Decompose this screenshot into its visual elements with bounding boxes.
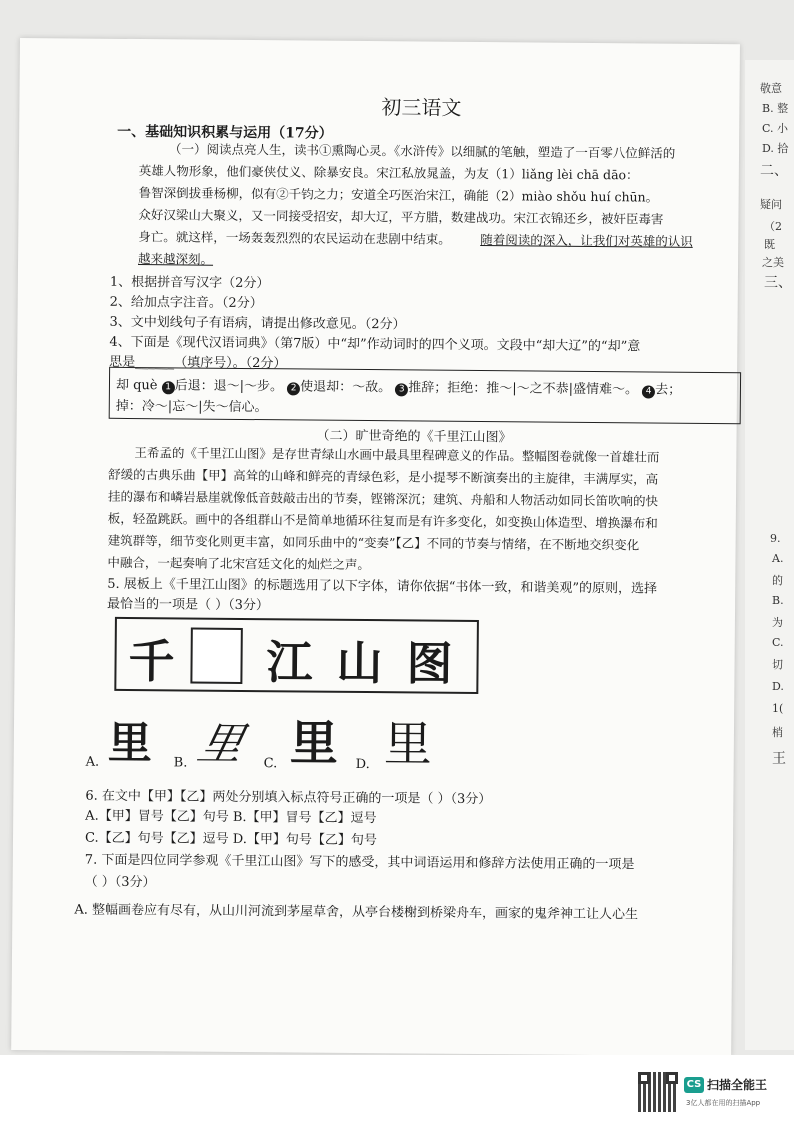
banner-char: 江 xyxy=(266,635,313,690)
side-fragment: 的 xyxy=(772,574,783,587)
question-7: 7. 下面是四位同学参观《千里江山图》写下的感受，其中词语运用和修辞方法使用正确的一项是 xyxy=(84,852,635,873)
side-fragment: 疑问 xyxy=(760,198,782,211)
question-3: 3、文中划线句子有语病，请提出修改意见。（2分） xyxy=(109,314,406,333)
option-label-a: A. xyxy=(85,754,100,770)
side-fragment: D. 拾 xyxy=(762,142,789,155)
section2-line: 建筑群等，细节变化则更丰富，如同乐曲中的“变奏”【乙】不同的节奏与情绪，在不断地交织变化 xyxy=(107,532,640,553)
side-fragment: 梢 xyxy=(772,726,783,739)
scanner-brand: 扫描全能王 xyxy=(707,1078,768,1092)
side-fragment: 之美 xyxy=(762,256,784,269)
side-fragment: （2 xyxy=(764,220,782,233)
option-glyph-d: 里 xyxy=(383,718,433,772)
page-title: 初三语文 xyxy=(381,95,462,120)
passage-line: 身亡。就这样，一场轰轰烈烈的农民运动在悲剧中结束。 xyxy=(138,229,451,247)
question-7: （ ）（3分） xyxy=(84,874,156,891)
side-fragment: 三、 xyxy=(764,275,792,291)
option-glyph-b: 里 xyxy=(193,718,249,770)
blank-glyph-slot xyxy=(190,628,242,684)
qr-code-icon xyxy=(638,1072,678,1112)
underlined-sentence: 越来越深刻。 xyxy=(138,251,214,267)
side-fragment: B. 整 xyxy=(762,102,789,115)
side-fragment: C. xyxy=(772,636,784,649)
side-fragment: 1( xyxy=(772,702,784,715)
option-glyph-c: 里 xyxy=(289,715,339,772)
question-1: 1、根据拼音写汉字（2分） xyxy=(109,274,270,292)
dict-head: 却 què xyxy=(115,377,158,394)
side-fragment: C. 小 xyxy=(762,122,789,135)
question-4: 4、下面是《现代汉语词典》（第7版）中“却”作动词时的四个义项。文段中“却大辽”的“却”意 xyxy=(109,334,641,355)
sense-number: 1 xyxy=(162,381,175,394)
option-glyph-a: 里 xyxy=(107,717,153,770)
section1-heading: 一、基础知识积累与运用（17分） xyxy=(117,123,333,142)
sense-4: 去； xyxy=(655,382,682,398)
banner-char: 图 xyxy=(406,636,453,691)
section2-line: 中融合，一起奏响了北宋宫廷文化的灿烂之声。 xyxy=(107,554,370,573)
sense-2: 使退却：～敌。 xyxy=(300,379,392,396)
section2-line: 板，轻盈跳跃。画中的各组群山不是简单地循环往复而是有许多变化，如变换山体造型、增换瀑布和 xyxy=(107,510,658,531)
question-2: 2、给加点字注音。（2分） xyxy=(109,294,263,312)
sense-3: 推辞；拒绝：推～|～之不恭|盛情难～。 xyxy=(408,380,639,398)
sense-1: 后退：退～|～步。 xyxy=(174,378,284,395)
underlined-sentence: 随着阅读的深入，让我们对英雄的认识 xyxy=(480,232,693,249)
scanner-slogan: 3亿人都在用的扫描App xyxy=(686,1099,761,1107)
question-5: 最恰当的一项是（ ）（3分） xyxy=(106,596,270,614)
side-fragment: D. xyxy=(772,680,784,693)
sense-number: 4 xyxy=(642,385,655,398)
banner-char: 千 xyxy=(128,633,175,689)
side-fragment: 切 xyxy=(772,658,783,671)
option-label-c: C. xyxy=(263,756,278,772)
question-6-options: C.【乙】句号【乙】逗号 D.【甲】句号【乙】句号 xyxy=(84,830,377,849)
question-6: 6. 在文中【甲】【乙】两处分别填入标点符号正确的一项是（ ）（3分） xyxy=(85,788,492,808)
option-label-b: B. xyxy=(173,755,188,771)
side-fragment: 为 xyxy=(772,616,783,629)
passage-line: 英雄人物形象，他们豪侠仗义、除暴安良。宋江私放晁盖，为友（1）liǎng lèi chā dāo： xyxy=(138,163,639,183)
question-7-option-a: A. 整幅画卷应有尽有，从山川河流到茅屋草舍，从亭台楼榭到桥梁舟车，画家的鬼斧神工让人心生 xyxy=(74,902,639,923)
side-fragment: 既 xyxy=(764,238,775,251)
passage-line: 鲁智深倒拔垂杨柳，似有②千钧之力；安道全巧医治宋江，确能（2）miào shǒu huí chūn。 xyxy=(138,185,659,205)
section2-line: 舒缓的古典乐曲【甲】高耸的山峰和鲜亮的青绿色彩，是小提琴不断演奏出的主旋律，丰满厚实，高 xyxy=(108,466,659,487)
sense-4-continued: 掉：冷～|忘～|失～信心。 xyxy=(115,398,268,416)
side-fragment: 王 xyxy=(772,751,786,767)
sense-number: 2 xyxy=(287,382,300,395)
option-label-d: D. xyxy=(355,756,370,773)
passage-line: 众好汉梁山大聚义，又一同接受招安，却大辽，平方腊，数建战功。宋江衣锦还乡，被奸臣毒害 xyxy=(138,207,664,227)
passage-line: （一）阅读点亮人生，读书①熏陶心灵。《水浒传》以细腻的笔触，塑造了一百零八位鲜活的 xyxy=(168,141,676,161)
question-4: 思是______（填序号）。（2分） xyxy=(109,354,287,372)
question-5: 5. 展板上《千里江山图》的标题选用了以下字体，请你依据“书体一致，和谐美观”的原则，选择 xyxy=(107,576,658,597)
side-fragment: B. xyxy=(772,594,784,607)
dictionary-entry-box xyxy=(109,367,741,425)
banner-char: 山 xyxy=(336,635,383,691)
exam-sheet xyxy=(11,38,740,1056)
sense-number: 3 xyxy=(395,383,408,396)
section2-line: 王希孟的《千里江山图》是存世青绿山水画中最具里程碑意义的作品。整幅图卷就像一首雄壮而 xyxy=(134,445,660,465)
scanner-logo: CS xyxy=(684,1077,704,1093)
side-fragment: 9. xyxy=(770,532,781,545)
side-fragment: 二、 xyxy=(760,163,788,179)
section2-line: 挂的瀑布和嶙岩悬崖就像低音鼓敲击出的节奏，铿锵深沉；建筑、舟船和人物活动如同长笛吹响的快 xyxy=(107,488,659,509)
section2-title: （二）旷世奇绝的《千里江山图》 xyxy=(316,428,512,446)
side-fragment: A. xyxy=(772,552,784,565)
title-banner xyxy=(114,617,479,694)
side-fragment: 敬意 xyxy=(760,82,782,95)
question-6-options: A.【甲】冒号【乙】句号 B.【甲】冒号【乙】逗号 xyxy=(85,808,377,827)
